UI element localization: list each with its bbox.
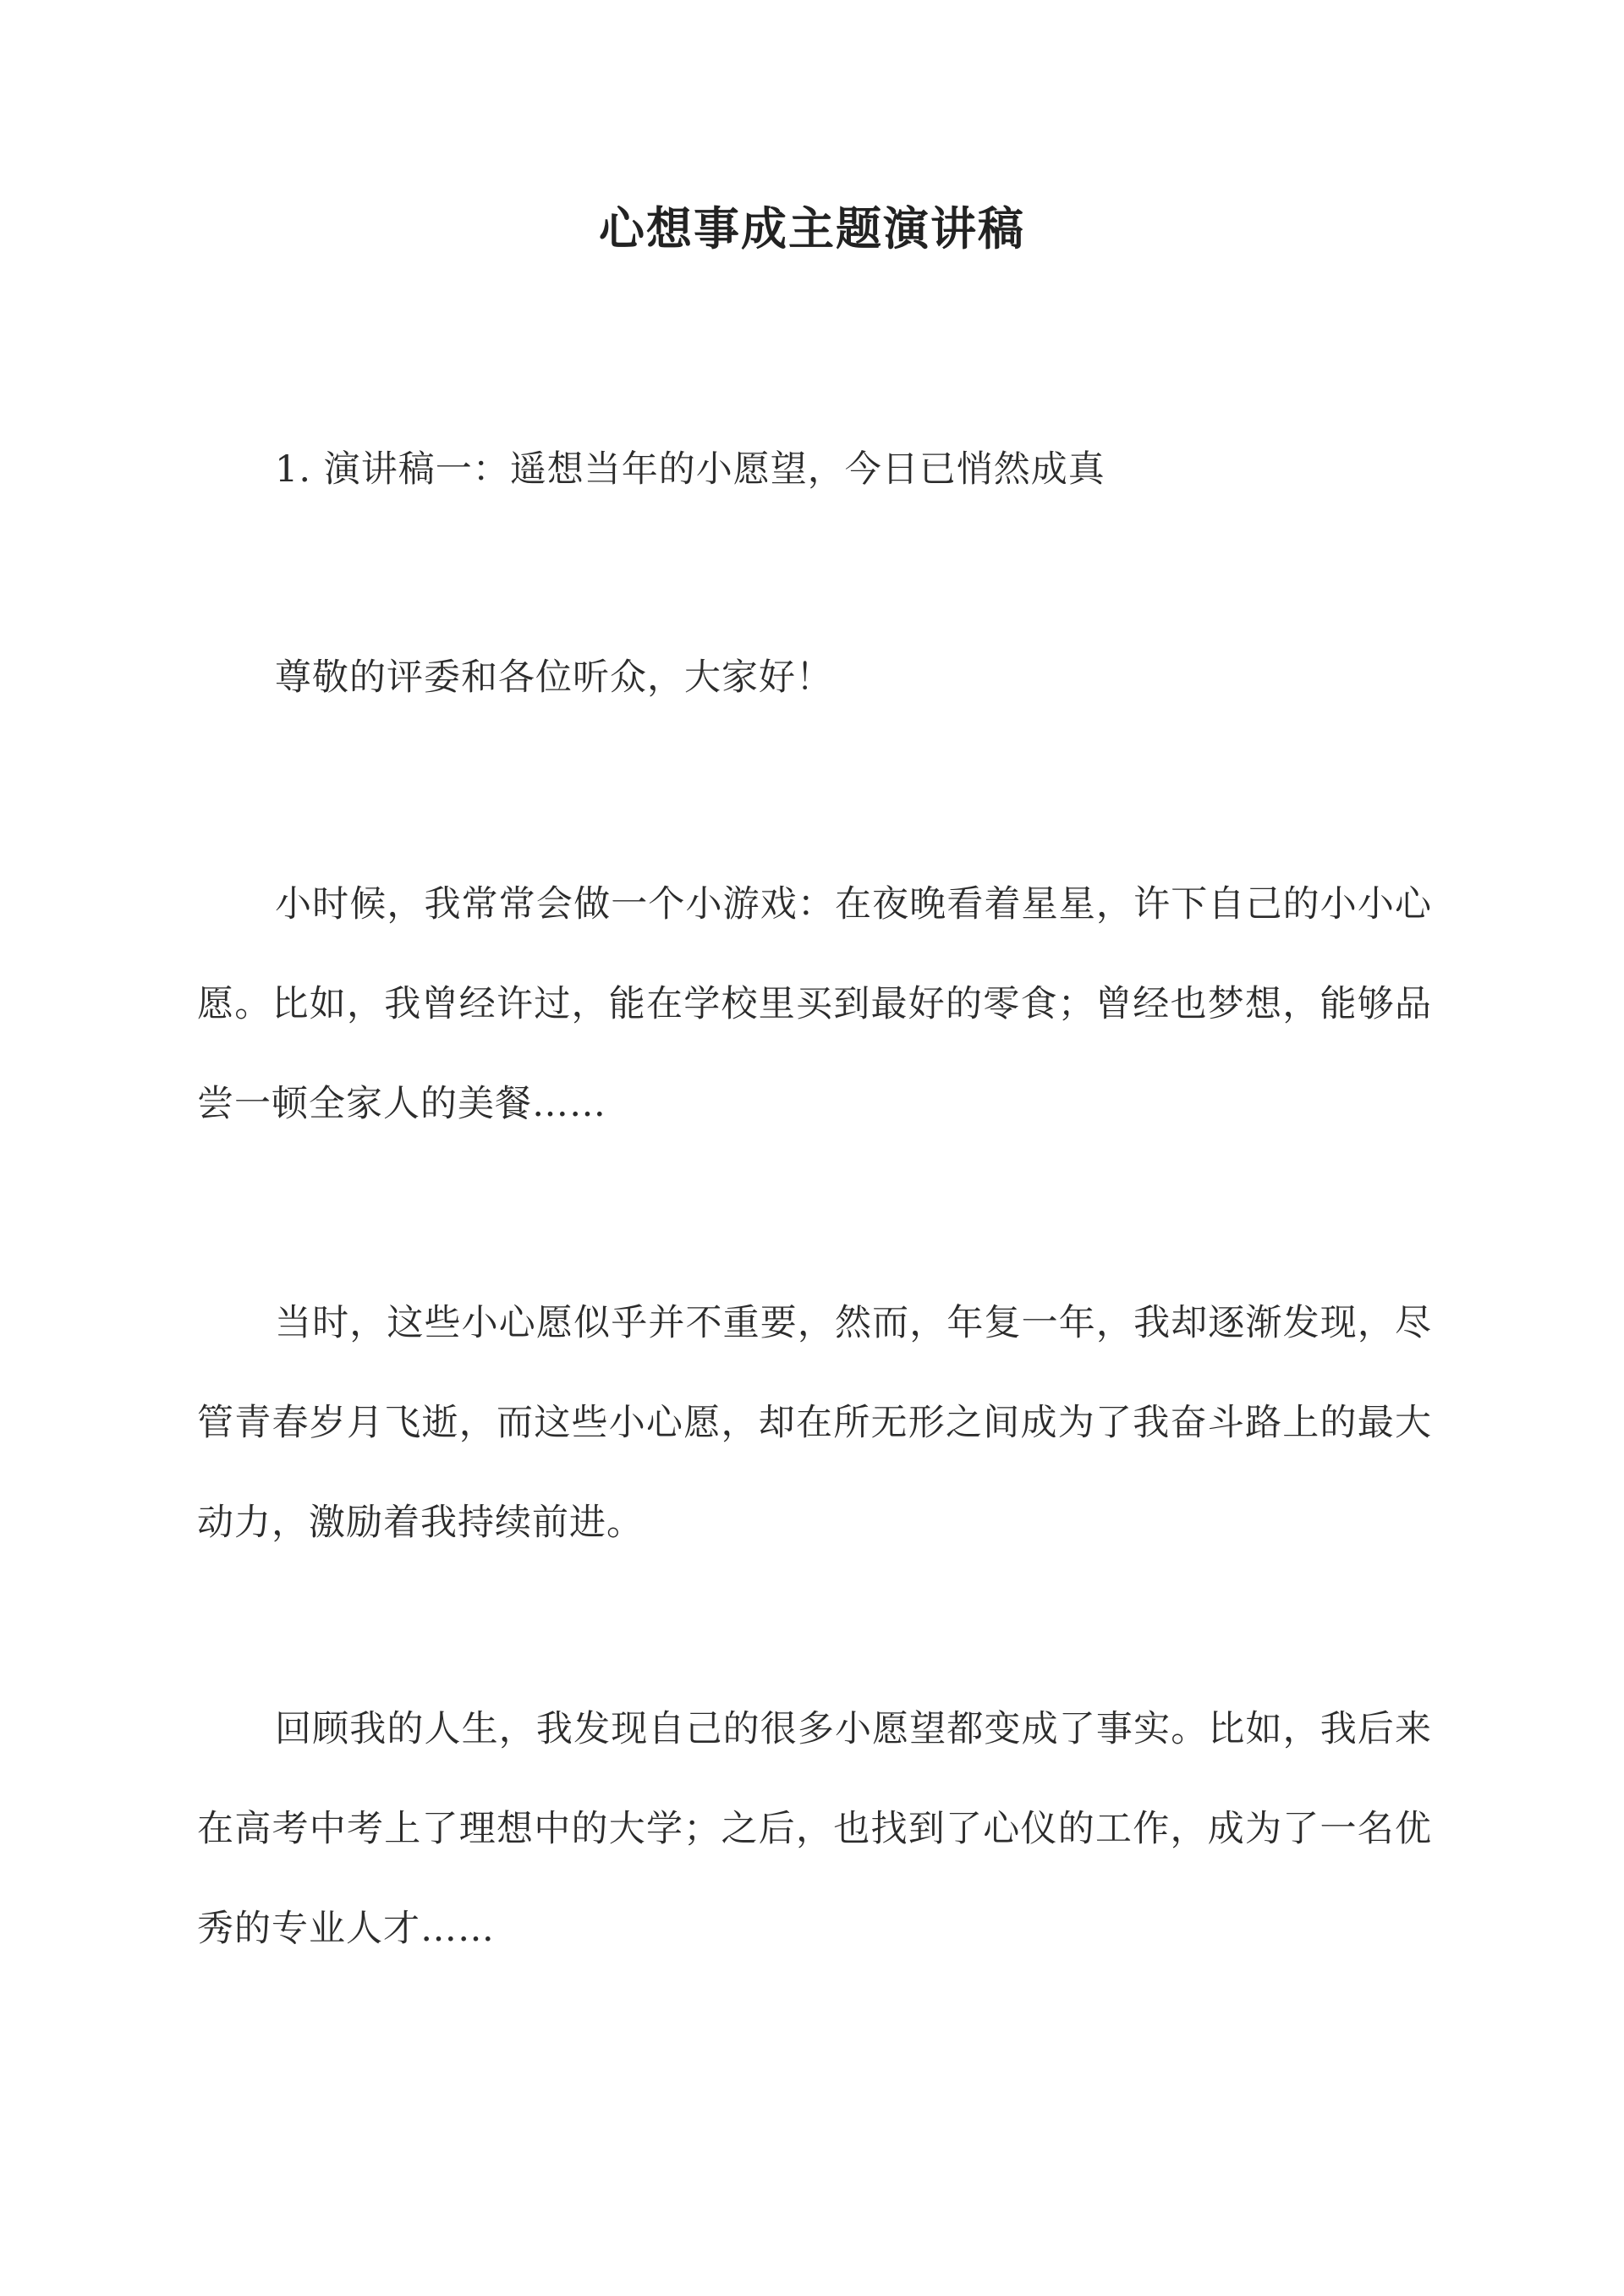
- body-paragraph: 回顾我的人生，我发现自己的很多小愿望都变成了事实。比如，我后来在高考中考上了理想中的大学；之后，也找到了心仪的工作，成为了一名优秀的专业人才……: [197, 1708, 1432, 1950]
- section-heading: 1. 演讲稿一：遥想当年的小愿望，今日已悄然成真: [275, 448, 1106, 491]
- body-paragraph: 当时，这些小心愿似乎并不重要，然而，年复一年，我却逐渐发现，尽管青春岁月飞逝，而这些小心愿，却在所无形之间成为了我奋斗路上的最大动力，激励着我持续前进。: [197, 1302, 1432, 1544]
- body-paragraph: 小时候，我常常会做一个小游戏：在夜晚看着星星，许下自己的小小心愿。比如，我曾经许过，能在学校里买到最好的零食；曾经也梦想，能够品尝一顿全家人的美餐……: [197, 883, 1432, 1125]
- greeting-paragraph: 尊敬的评委和各位听众，大家好！: [275, 656, 833, 699]
- document-title: 心想事成主题演讲稿: [599, 201, 1025, 255]
